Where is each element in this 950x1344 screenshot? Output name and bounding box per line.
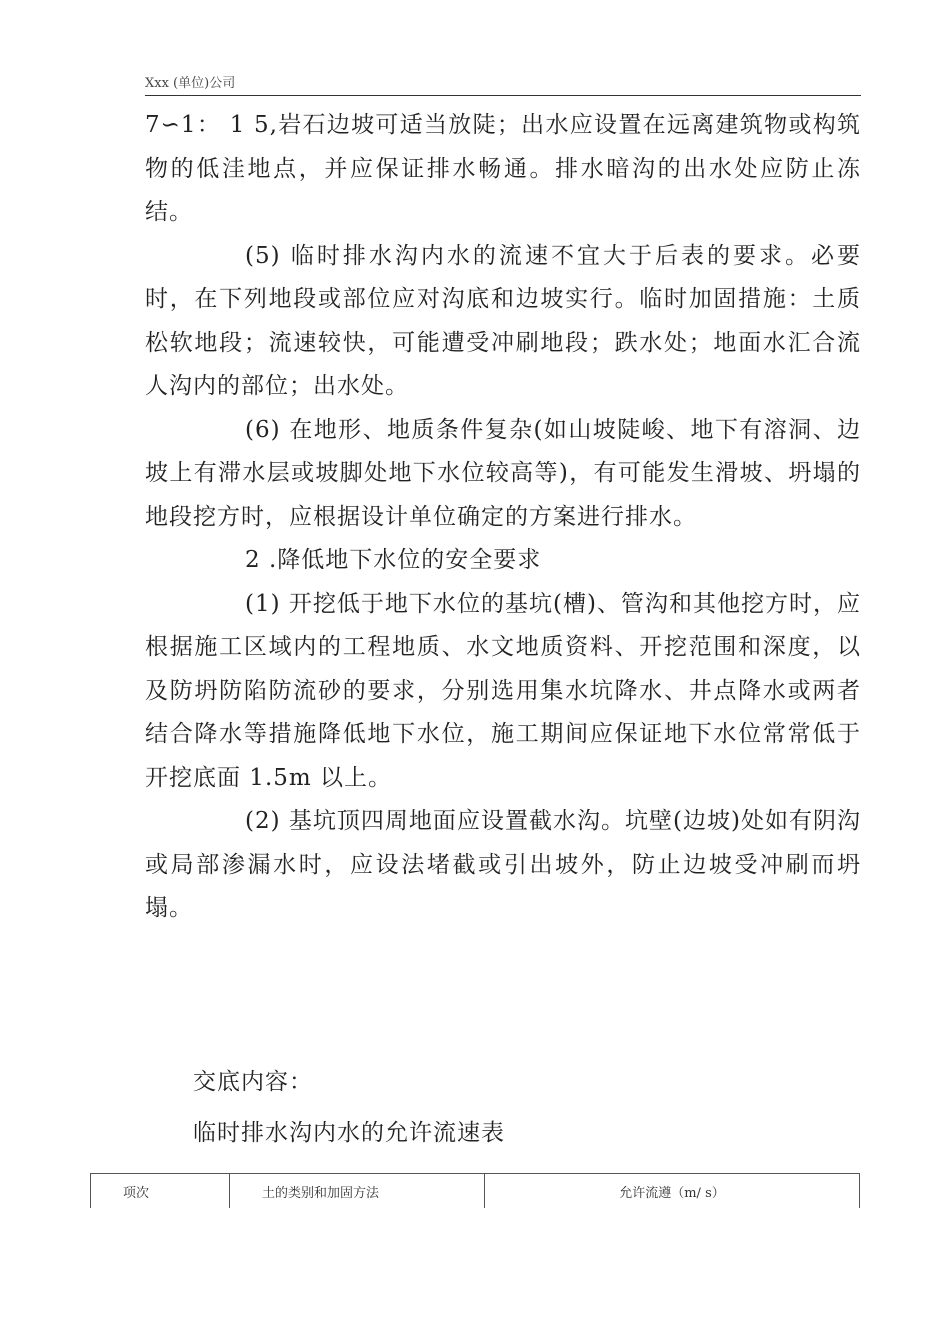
header-cell-soil-type: 土的类别和加固方法 [230, 1174, 485, 1209]
page-header [145, 72, 861, 96]
section-heading: 2 .降低地下水位的安全要求 [245, 547, 542, 573]
paragraph-item-1: (1) 开挖低于地下水位的基坑(槽)、管沟和其他挖方时，应根据施工区域内的工程地质、水文地质资料、开挖范围和深度，以及防坍防陷防流砂的要求，分别选用集水坑降水、井点降水或两者结合降水等措施降低地下水位，施工期间应保证地下水位常常低于开挖底面 1.5m 以上。 [145, 590, 861, 791]
paragraph-item-6: (6) 在地形、地质条件复杂(如山坡陡峻、地下有溶洞、边坡上有滞水层或坡脚处地下水位较高等)，有可能发生滑坡、坍塌的地段挖方时，应根据设计单位确定的方案进行排水。 [145, 416, 861, 530]
paragraph-item-2: (2) 基坑顶四周地面应设置截水沟。坑壁(边坡)处如有阴沟或局部渗漏水时，应设法堵截或引出坡外，防止边坡受冲刷而坍塌。 [145, 808, 861, 921]
table-header-row [91, 1174, 860, 1209]
table-title: 临时排水沟内水的允许流速表 [193, 1120, 505, 1146]
document-body [145, 104, 861, 931]
header-cell-flow-rate: 允许流遵（m/ s） [485, 1174, 860, 1209]
header-cell-item: 项次 [91, 1174, 230, 1209]
paragraph-item-5: (5) 临时排水沟内水的流速不宜大于后表的要求。必要时，在下列地段或部位应对沟底和边坡实行。临时加固措施：土质松软地段；流速较快，可能遭受冲刷地段；跌水处；地面水汇合流人沟内的部位；出水处。 [145, 242, 861, 399]
flow-rate-table [90, 1173, 860, 1208]
company-name: Xxx (单位)公司 [145, 76, 236, 91]
paragraph-continuation: 7∽1： 1 5,岩石边坡可适当放陡；出水应设置在远离建筑物或构筑物的低洼地点，并应保证排水畅通。排水暗沟的出水处应防止冻结。 [145, 112, 861, 225]
briefing-label: 交底内容： [193, 1069, 313, 1095]
